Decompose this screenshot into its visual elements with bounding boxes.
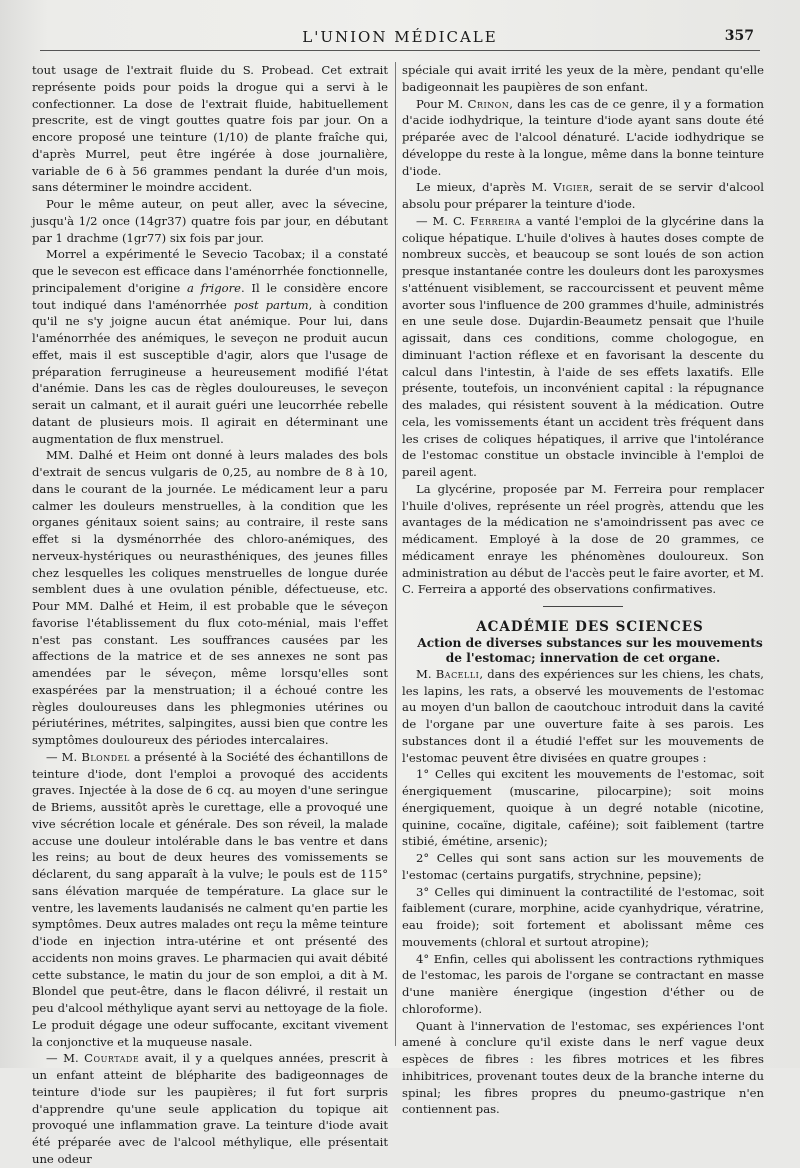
journal-title: L'UNION MÉDICALE xyxy=(302,28,498,46)
section-title: ACADÉMIE DES SCIENCES xyxy=(476,619,704,635)
author-name: Ferreira xyxy=(470,213,521,228)
list-item: 3° Celles qui diminuent la contractilité de l'estomac, soit faiblement (curare, morphine, acide cyanhydrique, vératrine, eau froide); soit fortement et abolissant même ces mouvements (chloral et surtout atropine); xyxy=(402,884,764,949)
paragraph: MM. Dalhé et Heim ont donné à leurs malades des bols d'extrait de sencus vulgaris de 0,25, au nombre de 8 à 10, dans le courant de la journée. Le médicament leur a paru calmer les douleurs menstruelles, à la condition que les organes génitaux soient sains; au contraire, il reste sans effet si la dysménorrhée des chloro-anémiques, des nerveux-hystériques ou neurasthéniques, des jeunes filles chez lesquelles les coliques menstruelles de longue durée semblent dues à une ovulation pénible, défectueuse, etc. Pour MM. Dalhé et Heim, il est probable que le séveçon favorise l'établissement du flux coto-ménial, mais l'effet n'est pas constant. Les souffrances causées par les affections de la matrice et de ses annexes ne sont pas amendées par le séveçon, même lorsqu'elles sont exaspérées par la menstruation; il a échoué contre les règles douloureuses dans les phlegmonies utérines ou périutérines, métrites, salpingites, aussi bien que contre les symptômes douloureux des périodes intercalaires. xyxy=(32,448,388,747)
text-run: a vanté l'emploi de la glycérine dans la colique hépatique. L'huile d'olives à hautes doses compte de nombreux succès, et beaucoup se sont loués de son action presque instantanée contre les douleurs dont les paroxysmes s'atténuent visiblement, se raccourcissent et peuvent même avorter sous l'influence de 200 grammes d'huile, administrés en une seule dose. Dujardin-Beaumetz pensait que l'huile agissait, dans ces conditions, comme chologogue, en diminuant l'action réflexe et en favorisant la descente du calcul dans l'intestin, à l'aide de ses effets laxatifs. Elle présente, toutefois, un inconvénient capital : la répugnance des malades, qui résistent souvent à la médication. Outre cela, les vomissements étant un accident très fréquent dans les crises de coliques hépatiques, il arrive que l'intolérance de l'estomac constitue un obstacle invincible à l'emploi de pareil agent. xyxy=(402,213,764,479)
text-run: — M. xyxy=(46,1051,85,1066)
text-run: , dans des expériences sur les chiens, les chats, les lapins, les rats, a observé les mouvements de l'estomac au moyen d'un ballon de caoutchouc introduit dans la cavité de l'organe par une ouverture faite à ses parois. Les substances dont il a étudié l'effet sur les mouvements de l'estomac peuvent être divisées en quatre groupes : xyxy=(402,666,764,765)
author-name: Blondel xyxy=(81,749,130,764)
paragraph: Quant à l'innervation de l'estomac, ses expériences l'ont amené à conclure qu'il existe dans le nerf vague deux espèces de fibres : les fibres motrices et les fibres inhibitrices, provenant toutes deux de la branche interne du spinal; les fibres propres du pneumo-gastrique n'en contiennent pas. xyxy=(402,1018,764,1117)
text-run: , à condition qu'il ne s'y joigne aucun état anémique. Pour lui, dans l'aménorrhée des anémiques, le seveçon ne produit aucun effet, mais il est susceptible d'agir, alors que l'usage de préparation ferrugineuse a heureusement modifié l'état d'anémie. Dans les cas de règles douloureuses, le seveçon serait un calmant, et il aurait guéri une leucorrhée rebelle datant de plusieurs mois. Il agirait en déterminant une augmentation de flux menstruel. xyxy=(32,297,388,446)
right-column xyxy=(402,62,764,1117)
text-run: Morrel a expérimenté le Sevecio Tacobax; il a constaté que le sevecon est efficace dans l'aménorrhée fonctionnelle, principalement d'origine xyxy=(32,247,388,295)
paragraph xyxy=(402,96,764,180)
paragraph xyxy=(32,246,388,447)
text-run: — M. C. xyxy=(416,213,471,228)
italic-term: a frigore xyxy=(187,280,241,295)
author-name: Vigier xyxy=(553,180,590,195)
list-item: 4° Enfin, celles qui abolissent les contractions rythmiques de l'estomac, les parois de l'organe se contractant en masse d'une manière énergique (ingestion d'éther ou de chloroforme). xyxy=(402,951,764,1016)
text-run: — M. xyxy=(46,749,82,764)
paragraph xyxy=(402,213,764,481)
paragraph: tout usage de l'extrait fluide du S. Probead. Cet extrait représente poids pour poids la drogue qui a servi à le confectionner. La dose de l'extrait fluide, habituellement prescrite, est de vingt gouttes quatre fois par jour. On a encore proposé une teinture (1/10) de plante fraîche qui, d'après Murrel, peut être ingérée à dose journalière, variable de 6 à 56 grammes pendant la durée d'un mois, sans déterminer le moindre accident. xyxy=(32,63,388,195)
paragraph: spéciale qui avait irrité les yeux de la mère, pendant qu'elle badigeonnait les paupières de son enfant. xyxy=(402,63,764,94)
text-run: Le mieux, d'après M. xyxy=(416,180,554,195)
paragraph: La glycérine, proposée par M. Ferreira pour remplacer l'huile d'olives, représente un réel progrès, attendu que les avantages de la médication ne s'amoindrissent pas avec ce médicament. Employé à la dose de 20 grammes, ce médicament enraye les phénomènes douloureux. Son administration au début de l'accès peut le faire avorter, et M. C. Ferreira a apporté des observations confirmatives. xyxy=(402,481,764,597)
author-name: Bacelli xyxy=(435,666,480,681)
list-item: 2° Celles qui sont sans action sur les mouvements de l'estomac (certains purgatifs, strychnine, pepsine); xyxy=(402,851,764,882)
text-run: Pour M. xyxy=(416,96,468,111)
text-run: . Il le considère encore tout indiqué dans l'aménorrhée xyxy=(32,280,388,312)
left-column xyxy=(32,62,388,1166)
italic-term: post partum xyxy=(233,297,309,312)
list-item: 1° Celles qui excitent les mouvements de l'estomac, soit énergiquement (muscarine, pilocarpine); soit moins énergiquement, quoique à un degré notable (nicotine, quinine, cocaïne, digitale, caféine); soit faiblement (tartre stibié, émétine, arsenic); xyxy=(402,767,764,849)
paragraph xyxy=(32,749,388,1051)
article-title: Action de diverses substances sur les mouvements de l'estomac; innervation de cet organe. xyxy=(417,635,763,665)
section-separator xyxy=(543,606,623,607)
author-name: Courtade xyxy=(84,1051,140,1066)
text-run: a présenté à la Société des échantillons de teinture d'iode, dont l'emploi a provoqué des accidents graves. Injectée à la dose de 6 cq. au moyen d'une seringue de Briems, aussitôt après le curettage, elle a provoqué une vive sécrétion locale et générale. Des son réveil, la malade accuse une douleur intolérable dans le bas ventre et dans les reins; au bout de deux heures des vomissements se déclarent, du sang apparaît à la vulve; le pouls est de 115° sans élévation marquée de température. La glace sur le ventre, les lavements laudanisés ne calment qu'en partie les symptômes. Deux autres malades ont reçu la même teinture d'iode en injection intra-utérine et ont présenté des accidents non moins graves. Le pharmacien qui avait débité cette substance, le matin du jour de son emploi, a dit à M. Blondel que peut-être, dans le flacon délivré, il restait un peu d'alcool méthylique ayant servi au nettoyage de la fiole. Le produit dégage une odeur suffocante, excitant vivement la conjonctive et la muqueuse nasale. xyxy=(32,749,388,1049)
column-divider xyxy=(395,62,396,1046)
author-name: Crinon xyxy=(467,96,510,111)
paragraph xyxy=(402,666,764,767)
page-number: 357 xyxy=(724,28,754,44)
paragraph: Pour le même auteur, on peut aller, avec la sévecine, jusqu'à 1/2 once (14gr37) quatre fois par jour, en débutant par 1 drachme (1gr77) six fois par jour. xyxy=(32,197,388,245)
text-run: , serait de se servir d'alcool absolu pour préparer la teinture d'iode. xyxy=(402,180,764,211)
text-run: , dans les cas de ce genre, il y a formation d'acide iodhydrique, la teinture d'iode ayant sans doute été préparée avec de l'alcool dénaturé. L'acide iodhydrique se développe du reste à la longue, même dans la bonne teinture d'iode. xyxy=(402,96,764,178)
running-header xyxy=(40,24,760,51)
text-run: avait, il y a quelques années, prescrit à un enfant atteint de blépharite des badigeonnages de teinture d'iode sur les paupières; il fut fort surpris d'apprendre qu'une seule application du topique ait provoqué une inflammation grave. La teinture d'iode avait été préparée avec de l'alcool méthylique, elle présentait une odeur xyxy=(32,1051,388,1166)
paragraph xyxy=(402,179,764,213)
text-run: M. xyxy=(416,666,436,681)
paragraph xyxy=(32,1050,388,1167)
